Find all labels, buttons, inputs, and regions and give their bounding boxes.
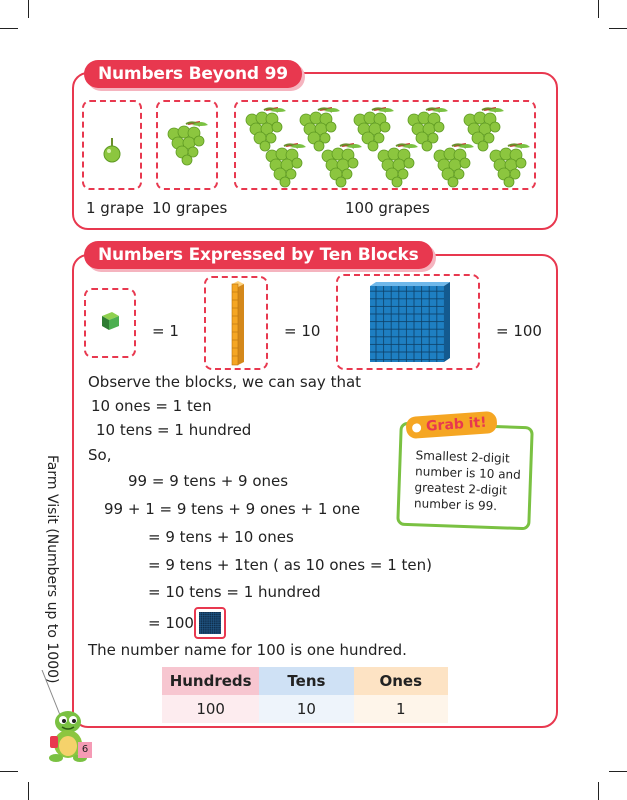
chapter-side-title: Farm Visit (Numbers up to 1000) xyxy=(44,455,60,684)
hundred-flat-box xyxy=(336,274,480,370)
ones-ten-line: 10 ones = 1 ten xyxy=(91,397,212,415)
grab-it-text: Smallest 2-digit number is 10 and greatest 2-digit number is 99. xyxy=(413,448,522,514)
ten-rod-box xyxy=(204,276,268,370)
tens-hundred-line: 10 tens = 1 hundred xyxy=(96,421,252,439)
crop-mark xyxy=(28,782,29,800)
page-number: 6 xyxy=(78,742,92,758)
crop-mark xyxy=(0,771,18,772)
grab-it-badge: Grab it! xyxy=(405,411,497,439)
small-hundred-flat-box xyxy=(194,607,226,639)
so-line: So, xyxy=(88,446,112,464)
value-tens: 10 xyxy=(259,695,353,723)
header-ones: Ones xyxy=(354,667,448,695)
ten-grape-bunches-icon xyxy=(236,102,534,188)
ten-grapes-box xyxy=(156,100,218,190)
equation-line-1: 99 = 9 tens + 9 ones xyxy=(128,472,289,490)
ten-rod-icon xyxy=(206,278,266,368)
equation-line-6: = 100 xyxy=(148,614,194,632)
equation-line-2: 99 + 1 = 9 tens + 9 ones + 1 one xyxy=(104,500,361,518)
crop-mark xyxy=(598,0,599,18)
unit-cube-icon xyxy=(86,290,134,356)
section-title-ten-blocks: Numbers Expressed by Ten Blocks xyxy=(84,241,433,269)
value-ones: 1 xyxy=(354,695,448,723)
crop-mark xyxy=(0,28,18,29)
header-tens: Tens xyxy=(259,667,353,695)
observe-line: Observe the blocks, we can say that xyxy=(88,373,362,391)
hundred-grapes-label: 100 grapes xyxy=(345,199,430,217)
section-title-numbers-beyond-99: Numbers Beyond 99 xyxy=(84,60,302,88)
one-grape-box xyxy=(82,100,142,190)
crop-mark xyxy=(598,782,599,800)
crop-mark xyxy=(609,28,627,29)
grape-bunch-icon xyxy=(158,102,216,188)
bullet-icon xyxy=(412,423,422,433)
hundred-grapes-box xyxy=(234,100,536,190)
unit-cube-box xyxy=(84,288,136,358)
value-hundreds: 100 xyxy=(162,695,259,723)
hundred-flat-icon xyxy=(338,276,478,368)
small-hundred-flat-icon xyxy=(196,609,224,637)
equals-one: = 1 xyxy=(152,322,179,340)
one-grape-label: 1 grape xyxy=(86,199,144,217)
crop-mark xyxy=(28,0,29,18)
number-name-line: The number name for 100 is one hundred. xyxy=(88,641,407,659)
equals-hundred: = 100 xyxy=(496,322,542,340)
equals-ten: = 10 xyxy=(284,322,321,340)
equation-line-3: = 9 tens + 10 ones xyxy=(148,528,294,546)
header-hundreds: Hundreds xyxy=(162,667,259,695)
ten-grapes-label: 10 grapes xyxy=(152,199,228,217)
single-grape-icon xyxy=(84,102,140,188)
crop-mark xyxy=(609,771,627,772)
equation-line-4: = 9 tens + 1ten ( as 10 ones = 1 ten) xyxy=(148,556,432,574)
place-value-table xyxy=(162,667,448,723)
equation-line-5: = 10 tens = 1 hundred xyxy=(148,583,321,601)
